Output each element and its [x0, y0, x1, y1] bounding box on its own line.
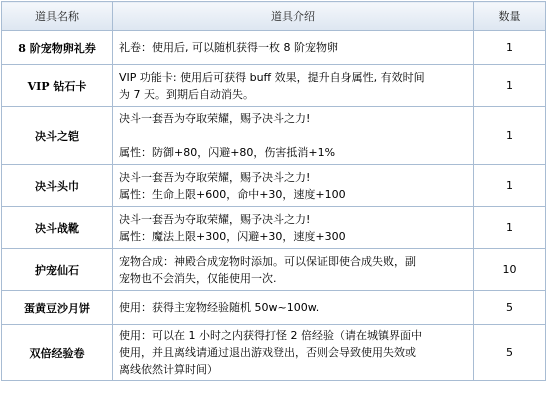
description-line: 宠物也不会消失，仅能使用一次. — [119, 271, 277, 285]
item-quantity: 1 — [474, 165, 546, 207]
description-line: VIP 功能卡: 使用后可获得 buff 效果，提升自身属性, 有效时间 — [119, 70, 425, 84]
item-quantity: 5 — [474, 291, 546, 325]
description-line: 决斗一套吾为夺取荣耀，赐予决斗之力! — [119, 170, 311, 184]
item-table — [1, 1, 546, 381]
item-quantity: 1 — [474, 65, 546, 107]
item-description — [113, 207, 474, 249]
table-row — [2, 65, 546, 107]
description-line: 决斗一套吾为夺取荣耀，赐予决斗之力! — [119, 112, 311, 125]
table-row — [2, 249, 546, 291]
item-description — [113, 249, 474, 291]
header-row — [2, 2, 546, 31]
item-description — [113, 291, 474, 325]
table-row — [2, 291, 546, 325]
item-name: 蛋黄豆沙月饼 — [2, 291, 113, 325]
item-quantity: 5 — [474, 325, 546, 381]
header-item-desc: 道具介绍 — [113, 2, 474, 31]
item-description — [113, 165, 474, 207]
item-name: 8 阶宠物卵礼券 — [2, 31, 113, 65]
table-row — [2, 207, 546, 249]
description-line: 为 7 天。到期后自动消失。 — [119, 87, 254, 101]
item-description — [113, 107, 474, 165]
description-line: 使用，并且离线请通过退出游戏登出，否则会导致使用失效或 — [119, 346, 416, 359]
item-quantity: 1 — [474, 107, 546, 165]
description-line: 使用：可以在 1 小时之内获得打怪 2 倍经验（请在城镇界面中 — [119, 329, 422, 342]
item-name: VIP 钻石卡 — [2, 65, 113, 107]
item-description — [113, 65, 474, 107]
item-quantity: 10 — [474, 249, 546, 291]
item-quantity: 1 — [474, 207, 546, 249]
description-line: 属性：魔法上限+300，闪避+30，速度+300 — [119, 229, 346, 243]
table-row — [2, 325, 546, 381]
description-line: 使用：获得主宠物经验随机 50w~100w. — [119, 301, 320, 314]
description-line: 属性：生命上限+600，命中+30，速度+100 — [119, 187, 346, 201]
description-spacer — [119, 127, 467, 144]
table-row — [2, 107, 546, 165]
description-line: 决斗一套吾为夺取荣耀，赐予决斗之力! — [119, 212, 311, 226]
item-name: 决斗战靴 — [2, 207, 113, 249]
description-line: 离线依然计算时间） — [119, 363, 218, 376]
header-item-qty: 数量 — [474, 2, 546, 31]
table-row — [2, 31, 546, 65]
item-name: 决斗头巾 — [2, 165, 113, 207]
description-line: 宠物合成：神殿合成宠物时添加。可以保证即使合成失败，副 — [119, 254, 416, 268]
header-item-name: 道具名称 — [2, 2, 113, 31]
description-line: 礼卷：使用后, 可以随机获得一枚 8 阶宠物卵 — [119, 41, 338, 54]
item-quantity: 1 — [474, 31, 546, 65]
item-name: 护宠仙石 — [2, 249, 113, 291]
item-description — [113, 325, 474, 381]
item-name: 决斗之铠 — [2, 107, 113, 165]
item-name: 双倍经验卷 — [2, 325, 113, 381]
item-description — [113, 31, 474, 65]
table-row — [2, 165, 546, 207]
description-line: 属性：防御+80，闪避+80，伤害抵消+1% — [119, 146, 336, 159]
